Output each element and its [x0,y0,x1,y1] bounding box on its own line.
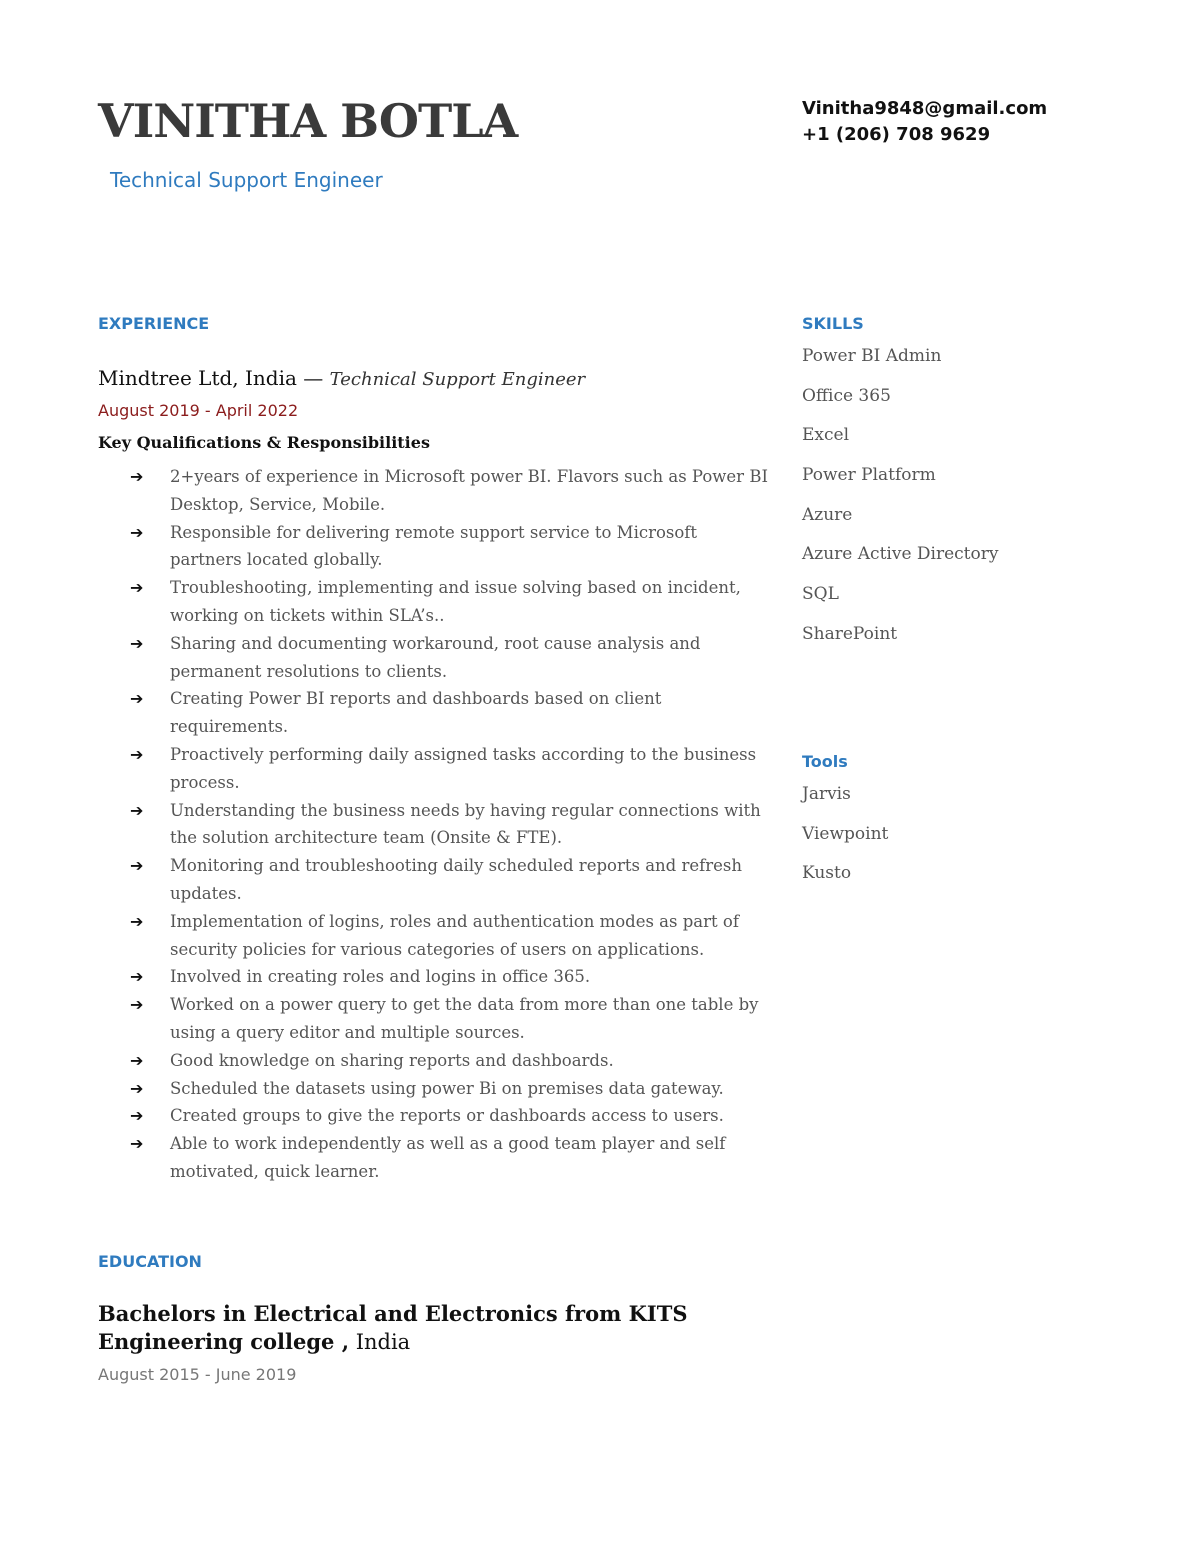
responsibilities-list [130,463,770,1186]
arrow-right-icon: ➔ [130,911,144,931]
responsibility-item [130,519,770,575]
skill-item: Office 365 [802,385,891,406]
responsibility-item [130,741,770,797]
arrow-right-icon: ➔ [130,522,144,542]
skill-item: Azure [802,504,853,525]
responsibility-text: Good knowledge on sharing reports and dashboards. [170,1050,614,1070]
responsibility-item [130,463,770,519]
responsibility-item [130,852,770,908]
responsibility-text: Troubleshooting, implementing and issue solving based on incident, working on tickets within SLA’s.. [170,578,741,625]
arrow-right-icon: ➔ [130,995,144,1015]
responsibility-text: Implementation of logins, roles and authentication modes as part of security policies for various categories of users on applications. [170,911,739,959]
arrow-right-icon: ➔ [130,856,144,876]
education-section-title: EDUCATION [98,1252,202,1271]
qualifications-heading: Key Qualifications & Responsibilities [98,433,430,452]
responsibility-text: Monitoring and troubleshooting daily scheduled reports and refresh updates. [170,856,742,903]
responsibility-text: Responsible for delivering remote support service to Microsoft partners located globally. [170,522,698,570]
responsibility-text: 2+years of experience in Microsoft power BI. Flavors such as Power BI Desktop, Service, Mobile. [170,467,768,514]
responsibility-item [130,630,770,686]
skill-item: Azure Active Directory [802,544,999,565]
responsibility-text: Involved in creating roles and logins in office 365. [170,967,591,987]
responsibility-item [130,1102,770,1130]
arrow-right-icon: ➔ [130,578,144,598]
responsibility-text: Able to work independently as well as a good team player and self motivated, quick learner. [170,1134,726,1181]
responsibility-item [130,1130,770,1186]
responsibility-text: Creating Power BI reports and dashboards based on client requirements. [170,689,662,737]
responsibility-item [130,797,770,853]
responsibility-item [130,1075,770,1103]
responsibility-item [130,574,770,630]
candidate-title: Technical Support Engineer [110,168,383,192]
education-dates: August 2015 - June 2019 [98,1365,297,1384]
job-role: Technical Support Engineer [329,369,586,390]
arrow-right-icon: ➔ [130,467,144,486]
experience-section-title: EXPERIENCE [98,314,210,333]
skills-section-title: SKILLS [802,314,864,333]
skill-item: SharePoint [802,623,898,644]
responsibility-item [130,908,770,964]
degree-name: Bachelors in Electrical and Electronics from KITS Engineering college , [98,1301,688,1354]
skill-item: Power Platform [802,465,936,486]
skill-item: SQL [802,584,839,605]
candidate-name: VINITHA BOTLA [98,94,518,148]
responsibility-text: Created groups to give the reports or dashboards access to users. [170,1106,724,1126]
email-address[interactable]: Vinitha9848@gmail.com [802,98,1048,119]
job-heading [98,366,585,390]
responsibility-item [130,685,770,741]
responsibility-item [130,1047,770,1075]
degree-location: India [349,1330,411,1354]
job-location: India — [238,366,330,390]
arrow-right-icon: ➔ [130,1134,144,1154]
responsibility-item [130,991,770,1047]
arrow-right-icon: ➔ [130,689,144,709]
responsibility-text: Sharing and documenting workaround, root cause analysis and permanent resolutions to clients. [170,633,701,681]
responsibility-item [130,963,770,991]
responsibility-text: Proactively performing daily assigned tasks according to the business process. [170,744,757,792]
tools-section-title: Tools [802,752,848,771]
tool-item: Viewpoint [802,823,889,844]
arrow-right-icon: ➔ [130,633,144,653]
arrow-right-icon: ➔ [130,1078,144,1098]
arrow-right-icon: ➔ [130,744,144,764]
skill-item: Power BI Admin [802,346,942,366]
responsibility-text: Understanding the business needs by having regular connections with the solution architecture team (Onsite & FTE). [170,800,761,848]
responsibility-text: Worked on a power query to get the data from more than one table by using a query editor and multiple sources. [170,995,759,1042]
tool-item: Jarvis [802,784,851,804]
arrow-right-icon: ➔ [130,1106,144,1126]
phone-number[interactable]: +1 (206) 708 9629 [802,124,991,145]
tools-list [802,782,1162,901]
degree-heading [98,1300,718,1356]
skills-list [802,344,1162,662]
arrow-right-icon: ➔ [130,1050,144,1070]
responsibility-text: Scheduled the datasets using power Bi on premises data gateway. [170,1078,724,1098]
job-company: Mindtree Ltd, [98,366,239,390]
arrow-right-icon: ➔ [130,967,144,987]
skill-item: Excel [802,425,850,446]
job-dates: August 2019 - April 2022 [98,401,299,420]
tool-item: Kusto [802,863,852,884]
arrow-right-icon: ➔ [130,800,144,820]
